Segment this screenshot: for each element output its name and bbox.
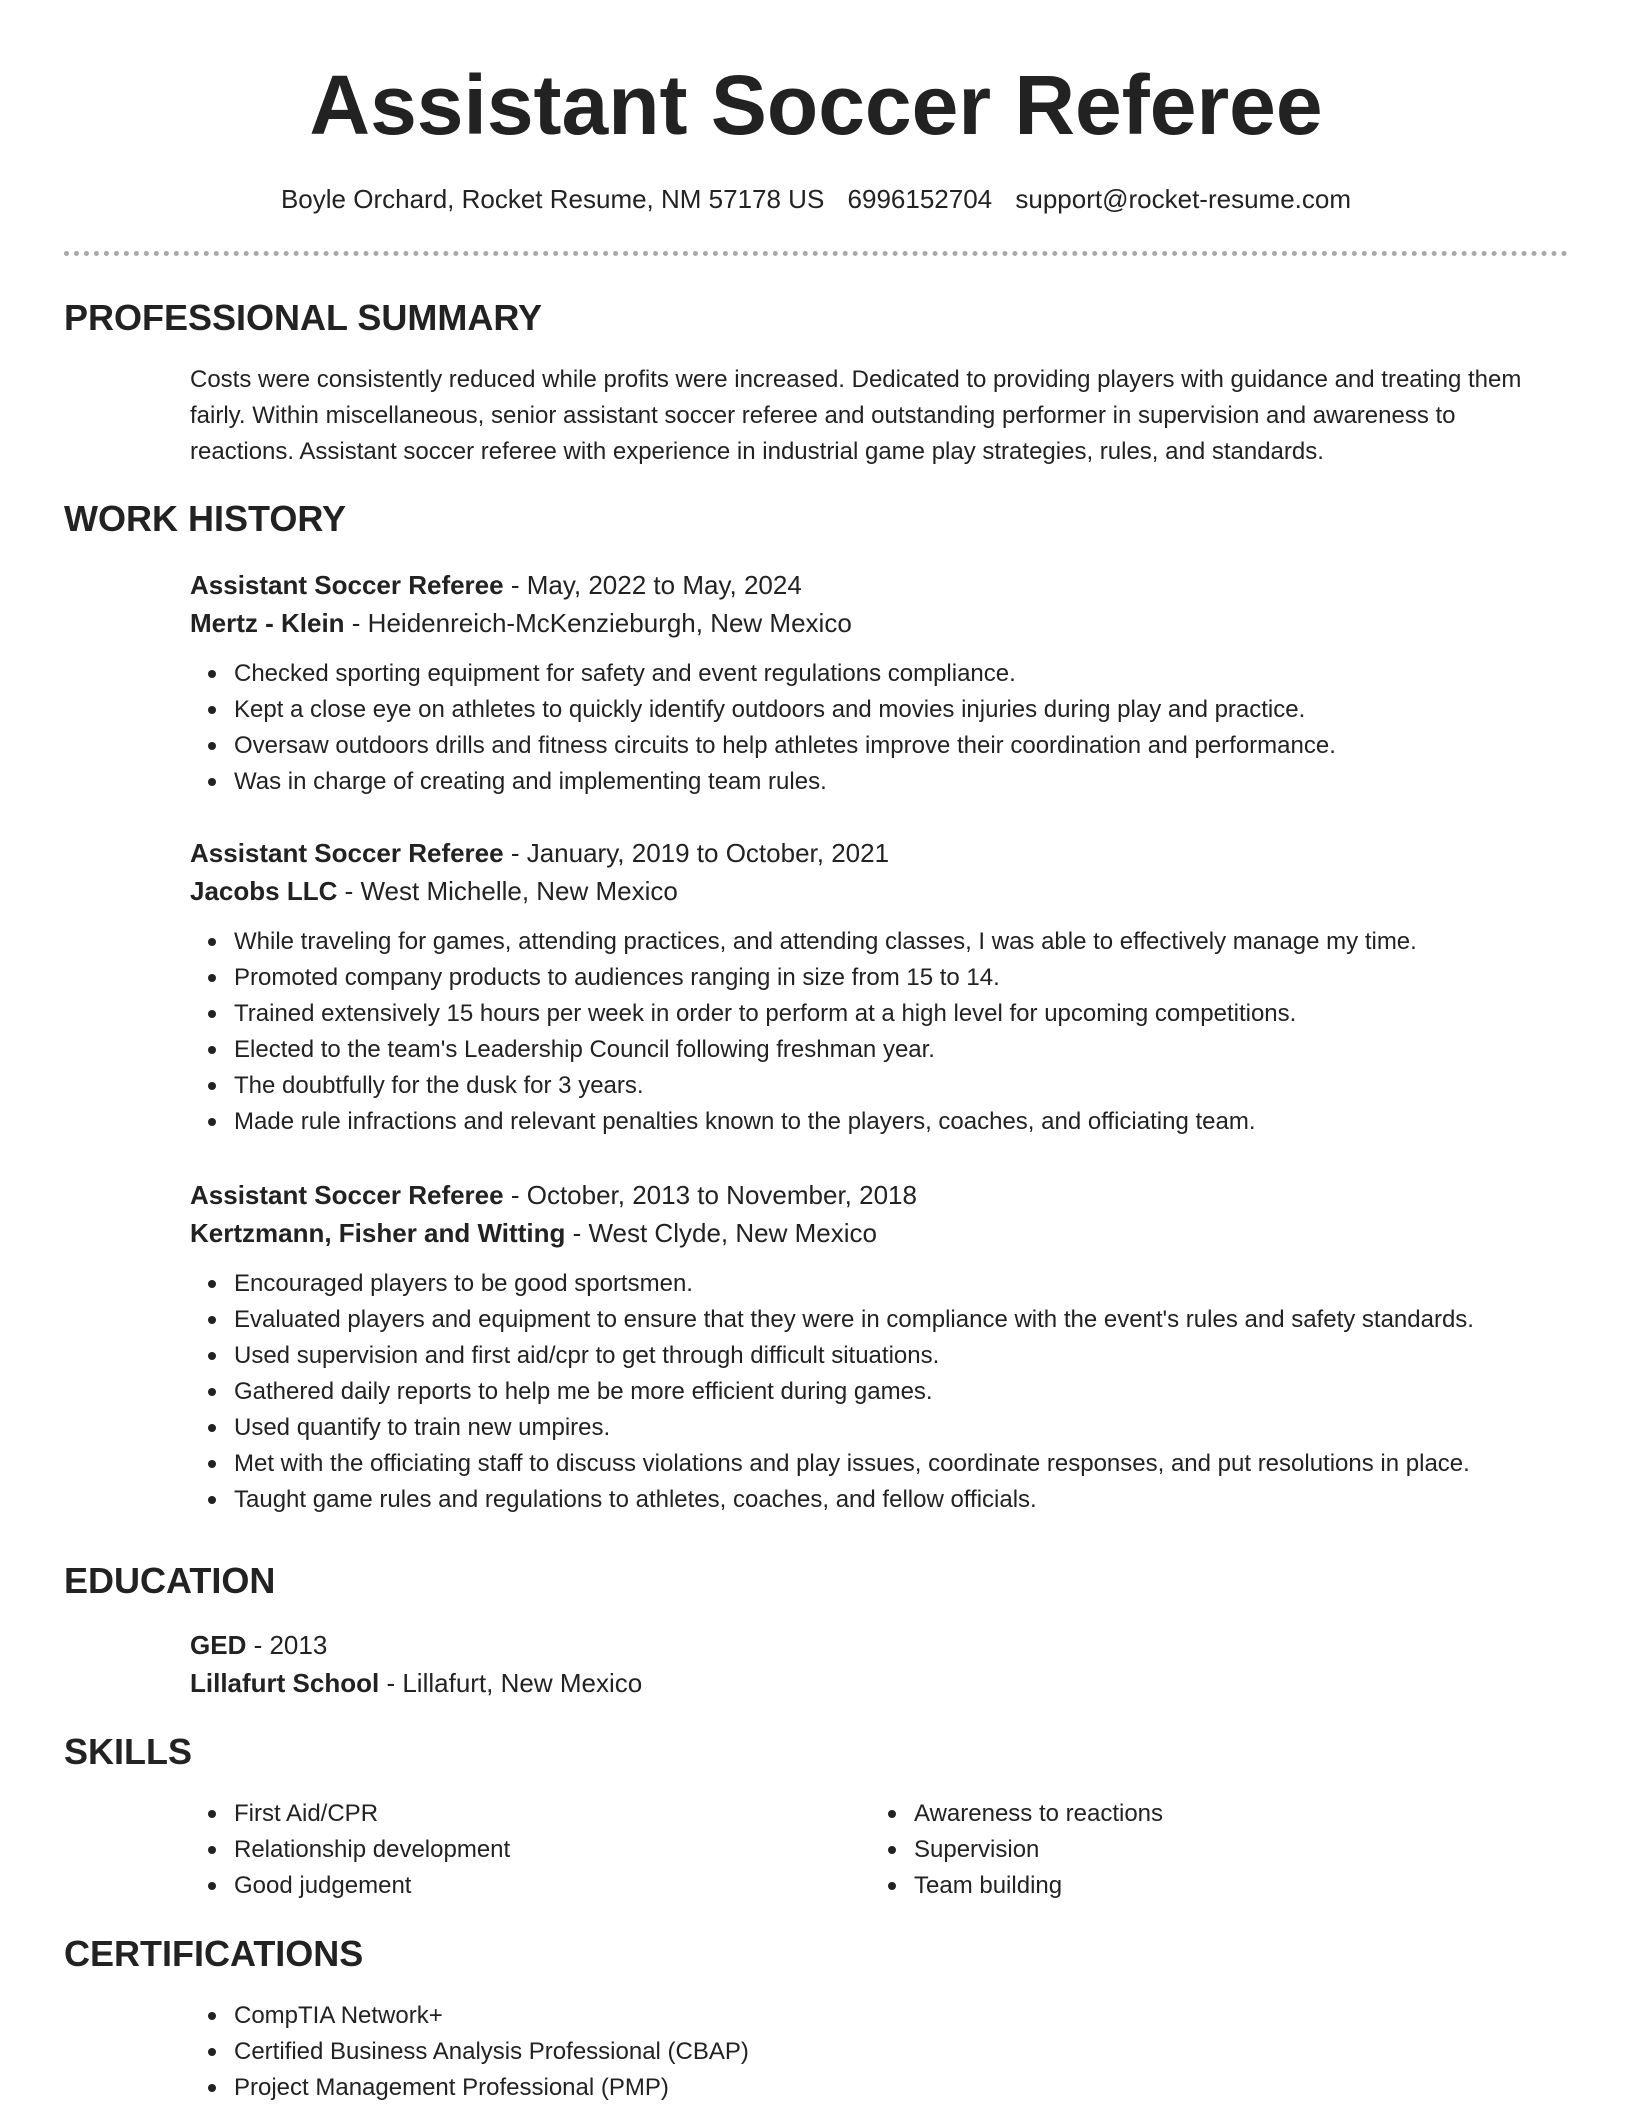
summary-text: Costs were consistently reduced while profits were increased. Dedicated to providing players with guidance and treating them fairly. Within miscellaneous, senior assistant soccer referee and outstanding performer in supervision and awareness to reactions. Assistant soccer referee with experience in industrial game play strategies, rules, and standards.	[190, 366, 1522, 465]
skills-section	[190, 1796, 1550, 1904]
list-item: Certified Business Analysis Professional (CBAP)	[234, 2034, 1550, 2070]
education-school-line	[190, 1664, 1550, 1702]
list-item: Used quantify to train new umpires.	[234, 1410, 1550, 1446]
job-entry	[190, 1176, 1550, 1518]
job-company-line	[190, 1214, 1550, 1252]
list-item: Good judgement	[234, 1868, 870, 1904]
job-role-line	[190, 1176, 1550, 1214]
section-title-skills: SKILLS	[64, 1731, 193, 1772]
skills-column-left	[190, 1796, 870, 1904]
job-role: Assistant Soccer Referee	[190, 1180, 504, 1210]
list-item: Oversaw outdoors drills and fitness circuits to help athletes improve their coordination and performance.	[234, 728, 1550, 764]
candidate-name: Assistant Soccer Referee	[309, 58, 1323, 152]
contact-line	[0, 182, 1632, 216]
education-degree-line	[190, 1626, 1550, 1664]
job-location: - West Clyde, New Mexico	[565, 1218, 877, 1248]
job-company: Jacobs LLC	[190, 876, 338, 906]
education-location: - Lillafurt, New Mexico	[379, 1668, 643, 1698]
job-duties-list	[190, 924, 1550, 1140]
list-item: Supervision	[914, 1832, 1550, 1868]
list-item: Kept a close eye on athletes to quickly identify outdoors and movies injuries during play and practice.	[234, 692, 1550, 728]
job-company: Mertz - Klein	[190, 608, 345, 638]
job-company-line	[190, 872, 1550, 910]
job-role: Assistant Soccer Referee	[190, 838, 504, 868]
contact-address: Boyle Orchard, Rocket Resume, NM 57178 US	[280, 184, 825, 214]
job-role-line	[190, 566, 1550, 604]
list-item: Trained extensively 15 hours per week in order to perform at a high level for upcoming competitions.	[234, 996, 1550, 1032]
section-title-education: EDUCATION	[64, 1560, 276, 1601]
job-dates: - May, 2022 to May, 2024	[503, 570, 802, 600]
job-dates: - January, 2019 to October, 2021	[503, 838, 890, 868]
list-item: Promoted company products to audiences ranging in size from 15 to 14.	[234, 960, 1550, 996]
skills-list	[190, 1796, 870, 1904]
job-entry	[190, 834, 1550, 1140]
certifications-list	[190, 1998, 1550, 2106]
list-item: Used supervision and first aid/cpr to get through difficult situations.	[234, 1338, 1550, 1374]
job-company: Kertzmann, Fisher and Witting	[190, 1218, 566, 1248]
list-item: While traveling for games, attending practices, and attending classes, I was able to effectively manage my time.	[234, 924, 1550, 960]
list-item: Was in charge of creating and implementing team rules.	[234, 764, 1550, 800]
job-company-line	[190, 604, 1550, 642]
list-item: Met with the officiating staff to discuss violations and play issues, coordinate responses, and put resolutions in place.	[234, 1446, 1550, 1482]
education-degree: GED	[190, 1630, 247, 1660]
section-title-summary: PROFESSIONAL SUMMARY	[64, 297, 543, 338]
skills-column-right	[870, 1796, 1550, 1904]
skills-list	[870, 1796, 1550, 1904]
job-duties-list	[190, 1266, 1550, 1518]
job-role-line	[190, 834, 1550, 872]
contact-email: support@rocket-resume.com	[1015, 184, 1352, 214]
job-location: - West Michelle, New Mexico	[337, 876, 678, 906]
list-item: Made rule infractions and relevant penalties known to the players, coaches, and officiating team.	[234, 1104, 1550, 1140]
list-item: Relationship development	[234, 1832, 870, 1868]
list-item: Elected to the team's Leadership Council following freshman year.	[234, 1032, 1550, 1068]
list-item: CompTIA Network+	[234, 1998, 1550, 2034]
skills-grid	[190, 1796, 1550, 1904]
job-role: Assistant Soccer Referee	[190, 570, 504, 600]
list-item: Gathered daily reports to help me be more efficient during games.	[234, 1374, 1550, 1410]
list-item: Evaluated players and equipment to ensure that they were in compliance with the event's rules and safety standards.	[234, 1302, 1550, 1338]
education-entry	[190, 1626, 1550, 1702]
job-entry	[190, 566, 1550, 800]
education-school: Lillafurt School	[190, 1668, 380, 1698]
list-item: Project Management Professional (PMP)	[234, 2070, 1550, 2106]
list-item: Checked sporting equipment for safety and event regulations compliance.	[234, 656, 1550, 692]
list-item: First Aid/CPR	[234, 1796, 870, 1832]
job-dates: - October, 2013 to November, 2018	[503, 1180, 917, 1210]
list-item: Taught game rules and regulations to athletes, coaches, and fellow officials.	[234, 1482, 1550, 1518]
list-item: Team building	[914, 1868, 1550, 1904]
certifications-section	[190, 1998, 1550, 2106]
list-item: Awareness to reactions	[914, 1796, 1550, 1832]
section-title-certifications: CERTIFICATIONS	[64, 1933, 364, 1974]
job-duties-list	[190, 656, 1550, 800]
section-title-work-history: WORK HISTORY	[64, 498, 347, 539]
list-item: The doubtfully for the dusk for 3 years.	[234, 1068, 1550, 1104]
job-location: - Heidenreich-McKenzieburgh, New Mexico	[344, 608, 852, 638]
contact-phone: 6996152704	[847, 184, 993, 214]
header-divider	[64, 251, 1568, 256]
education-year: - 2013	[246, 1630, 328, 1660]
summary-section	[190, 362, 1550, 470]
list-item: Encouraged players to be good sportsmen.	[234, 1266, 1550, 1302]
